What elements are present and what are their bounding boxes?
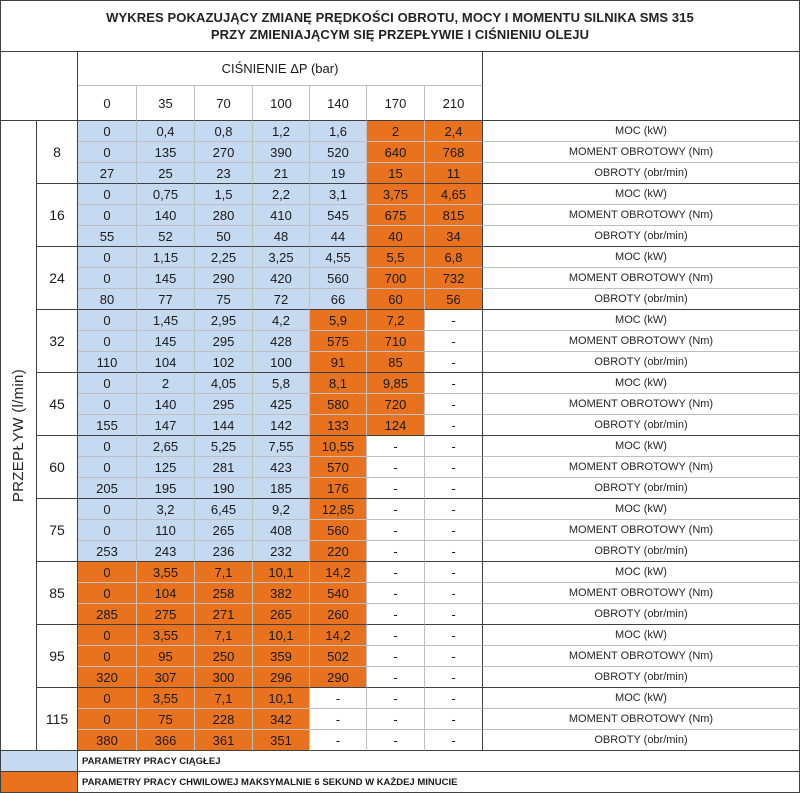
value-cell: 260 xyxy=(310,604,367,625)
chart-title xyxy=(1,1,800,52)
value-cell: - xyxy=(425,310,483,331)
value-cell: - xyxy=(367,688,425,709)
value-cell: - xyxy=(367,709,425,730)
value-cell: 290 xyxy=(195,268,253,289)
value-cell: 720 xyxy=(367,394,425,415)
value-cell: 228 xyxy=(195,709,253,730)
value-cell: 575 xyxy=(310,331,367,352)
pressure-value: 170 xyxy=(367,86,425,121)
row-label-moc: MOC (kW) xyxy=(483,121,800,142)
value-cell: 675 xyxy=(367,205,425,226)
value-cell: 195 xyxy=(137,478,195,499)
value-cell: 55 xyxy=(78,226,137,247)
row-label-moment-obrotowy: MOMENT OBROTOWY (Nm) xyxy=(483,268,800,289)
value-cell: 3,75 xyxy=(367,184,425,205)
value-cell: - xyxy=(310,730,367,751)
value-cell: 232 xyxy=(253,541,310,562)
value-cell: 0,4 xyxy=(137,121,195,142)
value-cell: 7,1 xyxy=(195,688,253,709)
value-cell: 0 xyxy=(78,373,137,394)
value-cell: 258 xyxy=(195,583,253,604)
value-cell: 300 xyxy=(195,667,253,688)
value-cell: 145 xyxy=(137,268,195,289)
row-label-obroty: OBROTY (obr/min) xyxy=(483,352,800,373)
value-cell: - xyxy=(367,541,425,562)
value-cell: 560 xyxy=(310,268,367,289)
value-cell: 220 xyxy=(310,541,367,562)
value-cell: - xyxy=(367,604,425,625)
value-cell: 0 xyxy=(78,499,137,520)
value-cell: 21 xyxy=(253,163,310,184)
value-cell: 2,25 xyxy=(195,247,253,268)
value-cell: 176 xyxy=(310,478,367,499)
flow-value: 32 xyxy=(37,310,78,373)
value-cell: 1,15 xyxy=(137,247,195,268)
value-cell: 265 xyxy=(253,604,310,625)
value-cell: 0 xyxy=(78,646,137,667)
value-cell: 142 xyxy=(253,415,310,436)
value-cell: 0 xyxy=(78,583,137,604)
row-label-moc: MOC (kW) xyxy=(483,625,800,646)
value-cell: 144 xyxy=(195,415,253,436)
value-cell: 6,45 xyxy=(195,499,253,520)
value-cell: 140 xyxy=(137,394,195,415)
value-cell: 380 xyxy=(78,730,137,751)
value-cell: 66 xyxy=(310,289,367,310)
value-cell: 1,2 xyxy=(253,121,310,142)
value-cell: 640 xyxy=(367,142,425,163)
value-cell: 295 xyxy=(195,331,253,352)
value-cell: 236 xyxy=(195,541,253,562)
value-cell: 423 xyxy=(253,457,310,478)
value-cell: 281 xyxy=(195,457,253,478)
value-cell: 34 xyxy=(425,226,483,247)
value-cell: 0 xyxy=(78,562,137,583)
value-cell: 3,55 xyxy=(137,688,195,709)
value-cell: 275 xyxy=(137,604,195,625)
value-cell: - xyxy=(367,436,425,457)
value-cell: 14,2 xyxy=(310,562,367,583)
row-label-moc: MOC (kW) xyxy=(483,499,800,520)
row-label-obroty: OBROTY (obr/min) xyxy=(483,730,800,751)
value-cell: 410 xyxy=(253,205,310,226)
flow-value: 95 xyxy=(37,625,78,688)
value-cell: 502 xyxy=(310,646,367,667)
value-cell: - xyxy=(425,583,483,604)
value-cell: 3,55 xyxy=(137,625,195,646)
value-cell: 77 xyxy=(137,289,195,310)
value-cell: 0 xyxy=(78,247,137,268)
value-cell: - xyxy=(425,520,483,541)
value-cell: 0 xyxy=(78,205,137,226)
value-cell: 290 xyxy=(310,667,367,688)
value-cell: 75 xyxy=(137,709,195,730)
value-cell: 60 xyxy=(367,289,425,310)
value-cell: 7,1 xyxy=(195,625,253,646)
row-label-moc: MOC (kW) xyxy=(483,436,800,457)
flow-value: 60 xyxy=(37,436,78,499)
value-cell: 732 xyxy=(425,268,483,289)
legend-swatch-continuous xyxy=(1,751,78,772)
value-cell: 768 xyxy=(425,142,483,163)
value-cell: - xyxy=(425,415,483,436)
value-cell: 0 xyxy=(78,121,137,142)
row-label-moment-obrotowy: MOMENT OBROTOWY (Nm) xyxy=(483,205,800,226)
value-cell: 307 xyxy=(137,667,195,688)
value-cell: 0 xyxy=(78,436,137,457)
row-label-moment-obrotowy: MOMENT OBROTOWY (Nm) xyxy=(483,142,800,163)
value-cell: 205 xyxy=(78,478,137,499)
row-label-moc: MOC (kW) xyxy=(483,688,800,709)
value-cell: 0 xyxy=(78,268,137,289)
value-cell: 390 xyxy=(253,142,310,163)
value-cell: 4,65 xyxy=(425,184,483,205)
title-line-1: WYKRES POKAZUJĄCY ZMIANĘ PRĘDKOŚCI OBROTU, MOCY I MOMENTU SILNIKA SMS 315 xyxy=(106,10,694,25)
value-cell: 540 xyxy=(310,583,367,604)
value-cell: 0 xyxy=(78,184,137,205)
row-label-moment-obrotowy: MOMENT OBROTOWY (Nm) xyxy=(483,331,800,352)
value-cell: 10,55 xyxy=(310,436,367,457)
flow-value: 8 xyxy=(37,121,78,184)
value-cell: 10,1 xyxy=(253,562,310,583)
value-cell: 5,5 xyxy=(367,247,425,268)
value-cell: 0 xyxy=(78,709,137,730)
row-label-moc: MOC (kW) xyxy=(483,247,800,268)
value-cell: 133 xyxy=(310,415,367,436)
legend-label-intermittent: PARAMETRY PRACY CHWILOWEJ MAKSYMALNIE 6 SEKUND W KAŻDEJ MINUCIE xyxy=(78,772,800,793)
value-cell: - xyxy=(425,604,483,625)
value-cell: - xyxy=(425,352,483,373)
pressure-value: 100 xyxy=(253,86,310,121)
row-label-moment-obrotowy: MOMENT OBROTOWY (Nm) xyxy=(483,583,800,604)
header-corner xyxy=(1,52,78,121)
value-cell: 140 xyxy=(137,205,195,226)
value-cell: 1,45 xyxy=(137,310,195,331)
flow-header-label: PRZEPŁYW (l/min) xyxy=(10,368,27,503)
value-cell: 27 xyxy=(78,163,137,184)
row-label-obroty: OBROTY (obr/min) xyxy=(483,667,800,688)
row-label-obroty: OBROTY (obr/min) xyxy=(483,604,800,625)
value-cell: 4,2 xyxy=(253,310,310,331)
value-cell: - xyxy=(425,499,483,520)
value-cell: 0 xyxy=(78,394,137,415)
value-cell: - xyxy=(425,688,483,709)
value-cell: 250 xyxy=(195,646,253,667)
value-cell: 2 xyxy=(367,121,425,142)
value-cell: 8,1 xyxy=(310,373,367,394)
value-cell: 147 xyxy=(137,415,195,436)
value-cell: 5,9 xyxy=(310,310,367,331)
value-cell: 11 xyxy=(425,163,483,184)
value-cell: 710 xyxy=(367,331,425,352)
value-cell: 4,55 xyxy=(310,247,367,268)
value-cell: 520 xyxy=(310,142,367,163)
value-cell: 3,1 xyxy=(310,184,367,205)
title-line-2: PRZY ZMIENIAJĄCYM SIĘ PRZEPŁYWIE I CIŚNIENIU OLEJU xyxy=(210,27,590,42)
value-cell: 0,75 xyxy=(137,184,195,205)
row-label-moc: MOC (kW) xyxy=(483,562,800,583)
value-cell: 815 xyxy=(425,205,483,226)
value-cell: 4,05 xyxy=(195,373,253,394)
value-cell: 2,2 xyxy=(253,184,310,205)
value-cell: 50 xyxy=(195,226,253,247)
flow-header xyxy=(1,121,37,751)
value-cell: 0 xyxy=(78,142,137,163)
row-label-moment-obrotowy: MOMENT OBROTOWY (Nm) xyxy=(483,646,800,667)
value-cell: 570 xyxy=(310,457,367,478)
value-cell: 0 xyxy=(78,625,137,646)
row-label-moc: MOC (kW) xyxy=(483,373,800,394)
value-cell: 102 xyxy=(195,352,253,373)
value-cell: 700 xyxy=(367,268,425,289)
value-cell: 72 xyxy=(253,289,310,310)
value-cell: - xyxy=(425,730,483,751)
value-cell: 15 xyxy=(367,163,425,184)
value-cell: - xyxy=(367,583,425,604)
value-cell: 0 xyxy=(78,310,137,331)
value-cell: 75 xyxy=(195,289,253,310)
value-cell: 14,2 xyxy=(310,625,367,646)
value-cell: 7,1 xyxy=(195,562,253,583)
value-cell: - xyxy=(425,373,483,394)
value-cell: - xyxy=(367,520,425,541)
value-cell: - xyxy=(425,457,483,478)
value-cell: 359 xyxy=(253,646,310,667)
value-cell: 2,4 xyxy=(425,121,483,142)
value-cell: 6,8 xyxy=(425,247,483,268)
value-cell: - xyxy=(367,646,425,667)
value-cell: 428 xyxy=(253,331,310,352)
row-label-moc: MOC (kW) xyxy=(483,310,800,331)
row-label-moment-obrotowy: MOMENT OBROTOWY (Nm) xyxy=(483,394,800,415)
row-label-moment-obrotowy: MOMENT OBROTOWY (Nm) xyxy=(483,520,800,541)
value-cell: 545 xyxy=(310,205,367,226)
value-cell: - xyxy=(425,667,483,688)
value-cell: - xyxy=(367,457,425,478)
value-cell: 270 xyxy=(195,142,253,163)
value-cell: 296 xyxy=(253,667,310,688)
value-cell: 0 xyxy=(78,457,137,478)
value-cell: 19 xyxy=(310,163,367,184)
value-cell: 124 xyxy=(367,415,425,436)
value-cell: 135 xyxy=(137,142,195,163)
value-cell: 10,1 xyxy=(253,625,310,646)
value-cell: - xyxy=(367,667,425,688)
legend-label-continuous: PARAMETRY PRACY CIĄGŁEJ xyxy=(78,751,800,772)
row-label-obroty: OBROTY (obr/min) xyxy=(483,163,800,184)
value-cell: - xyxy=(310,709,367,730)
value-cell: 23 xyxy=(195,163,253,184)
value-cell: 9,2 xyxy=(253,499,310,520)
label-header-blank xyxy=(483,52,800,121)
value-cell: - xyxy=(425,436,483,457)
value-cell: 110 xyxy=(78,352,137,373)
row-label-obroty: OBROTY (obr/min) xyxy=(483,478,800,499)
value-cell: - xyxy=(310,688,367,709)
row-label-obroty: OBROTY (obr/min) xyxy=(483,226,800,247)
value-cell: 5,8 xyxy=(253,373,310,394)
value-cell: - xyxy=(367,625,425,646)
pressure-header: CIŚNIENIE ΔP (bar) xyxy=(78,52,483,86)
value-cell: 243 xyxy=(137,541,195,562)
value-cell: 271 xyxy=(195,604,253,625)
value-cell: 1,5 xyxy=(195,184,253,205)
value-cell: - xyxy=(425,562,483,583)
value-cell: 80 xyxy=(78,289,137,310)
value-cell: - xyxy=(367,730,425,751)
flow-value: 75 xyxy=(37,499,78,562)
value-cell: 185 xyxy=(253,478,310,499)
value-cell: - xyxy=(425,394,483,415)
value-cell: 1,6 xyxy=(310,121,367,142)
row-label-obroty: OBROTY (obr/min) xyxy=(483,415,800,436)
value-cell: 366 xyxy=(137,730,195,751)
value-cell: 104 xyxy=(137,583,195,604)
value-cell: 0 xyxy=(78,688,137,709)
value-cell: 110 xyxy=(137,520,195,541)
value-cell: 3,25 xyxy=(253,247,310,268)
value-cell: 560 xyxy=(310,520,367,541)
value-cell: 125 xyxy=(137,457,195,478)
value-cell: - xyxy=(425,541,483,562)
value-cell: 253 xyxy=(78,541,137,562)
value-cell: - xyxy=(425,625,483,646)
value-cell: - xyxy=(367,499,425,520)
value-cell: 0,8 xyxy=(195,121,253,142)
value-cell: 425 xyxy=(253,394,310,415)
value-cell: 56 xyxy=(425,289,483,310)
value-cell: - xyxy=(367,562,425,583)
value-cell: - xyxy=(425,646,483,667)
pressure-value: 70 xyxy=(195,86,253,121)
value-cell: 2 xyxy=(137,373,195,394)
flow-value: 16 xyxy=(37,184,78,247)
flow-value: 24 xyxy=(37,247,78,310)
value-cell: 95 xyxy=(137,646,195,667)
value-cell: 0 xyxy=(78,520,137,541)
value-cell: 295 xyxy=(195,394,253,415)
flow-value: 45 xyxy=(37,373,78,436)
value-cell: 104 xyxy=(137,352,195,373)
row-label-moment-obrotowy: MOMENT OBROTOWY (Nm) xyxy=(483,709,800,730)
value-cell: 265 xyxy=(195,520,253,541)
flow-value: 115 xyxy=(37,688,78,751)
value-cell: 285 xyxy=(78,604,137,625)
row-label-moc: MOC (kW) xyxy=(483,184,800,205)
value-cell: 85 xyxy=(367,352,425,373)
value-cell: 3,2 xyxy=(137,499,195,520)
value-cell: 145 xyxy=(137,331,195,352)
value-cell: 361 xyxy=(195,730,253,751)
value-cell: 2,95 xyxy=(195,310,253,331)
value-cell: - xyxy=(425,331,483,352)
value-cell: 7,2 xyxy=(367,310,425,331)
flow-value: 85 xyxy=(37,562,78,625)
value-cell: 420 xyxy=(253,268,310,289)
value-cell: 3,55 xyxy=(137,562,195,583)
value-cell: - xyxy=(425,478,483,499)
value-cell: 10,1 xyxy=(253,688,310,709)
value-cell: 580 xyxy=(310,394,367,415)
value-cell: 342 xyxy=(253,709,310,730)
value-cell: 44 xyxy=(310,226,367,247)
value-cell: 25 xyxy=(137,163,195,184)
value-cell: - xyxy=(425,709,483,730)
value-cell: - xyxy=(367,478,425,499)
value-cell: 320 xyxy=(78,667,137,688)
value-cell: 91 xyxy=(310,352,367,373)
value-cell: 0 xyxy=(78,331,137,352)
value-cell: 382 xyxy=(253,583,310,604)
value-cell: 2,65 xyxy=(137,436,195,457)
value-cell: 155 xyxy=(78,415,137,436)
value-cell: 7,55 xyxy=(253,436,310,457)
pressure-value: 140 xyxy=(310,86,367,121)
value-cell: 12,85 xyxy=(310,499,367,520)
value-cell: 5,25 xyxy=(195,436,253,457)
pressure-value: 0 xyxy=(78,86,137,121)
value-cell: 48 xyxy=(253,226,310,247)
legend-swatch-intermittent xyxy=(1,772,78,793)
value-cell: 100 xyxy=(253,352,310,373)
value-cell: 280 xyxy=(195,205,253,226)
value-cell: 52 xyxy=(137,226,195,247)
value-cell: 351 xyxy=(253,730,310,751)
pressure-value: 210 xyxy=(425,86,483,121)
value-cell: 408 xyxy=(253,520,310,541)
value-cell: 40 xyxy=(367,226,425,247)
value-cell: 190 xyxy=(195,478,253,499)
pressure-value: 35 xyxy=(137,86,195,121)
row-label-moment-obrotowy: MOMENT OBROTOWY (Nm) xyxy=(483,457,800,478)
value-cell: 9,85 xyxy=(367,373,425,394)
row-label-obroty: OBROTY (obr/min) xyxy=(483,541,800,562)
row-label-obroty: OBROTY (obr/min) xyxy=(483,289,800,310)
